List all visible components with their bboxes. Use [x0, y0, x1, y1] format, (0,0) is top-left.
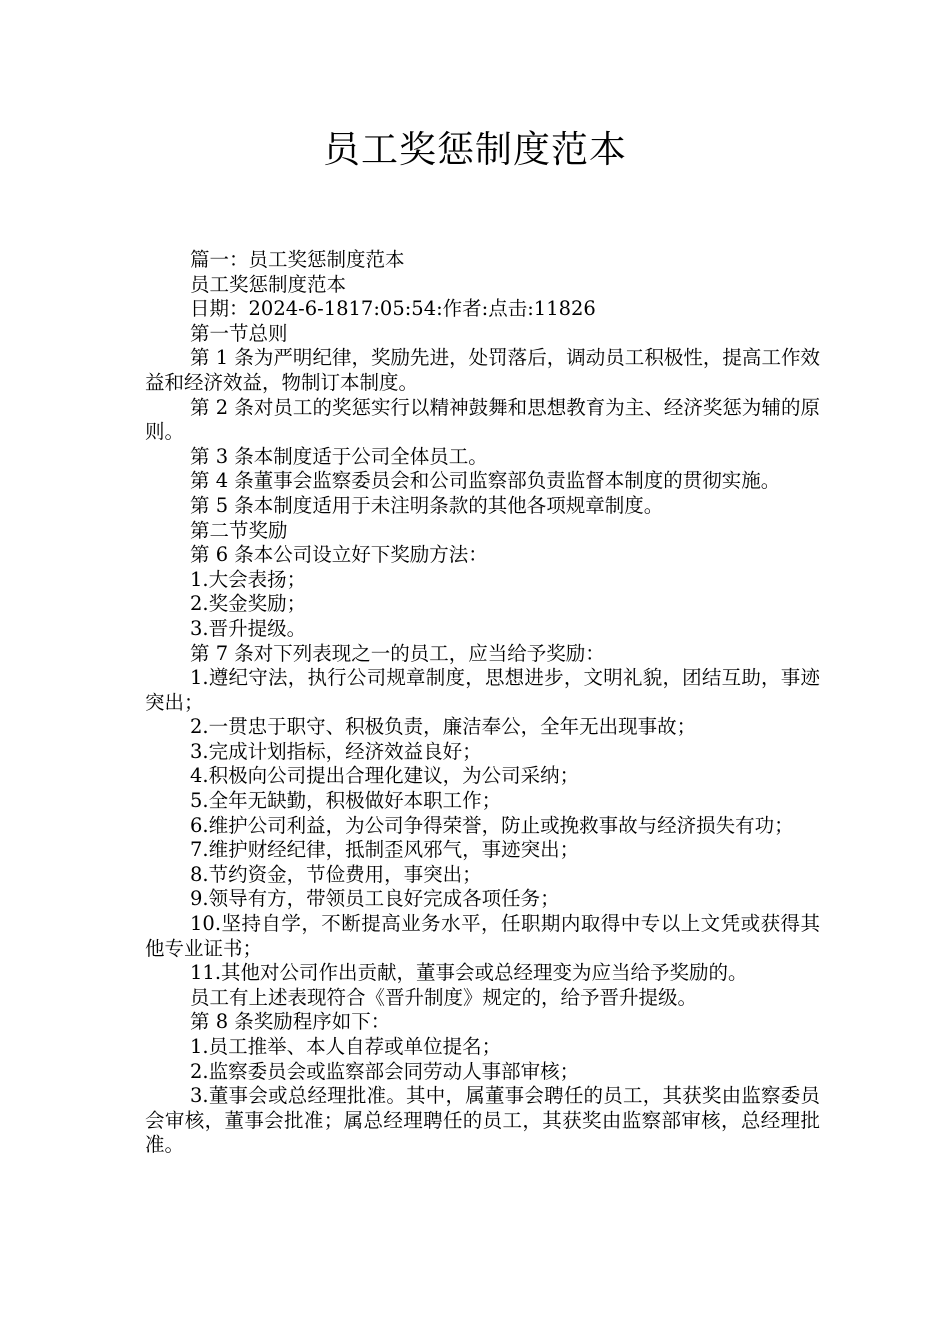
list-item: 1.员工推举、本人自荐或单位提名；	[190, 1035, 502, 1058]
paragraph: 第 3 条本制度适于公司全体员工。	[190, 444, 488, 468]
list-item: 9.领导有方，带领员工良好完成各项任务；	[190, 887, 560, 911]
list-item: 3.董事会或总经理批准。其中，属董事会聘任的员工，其获奖由监察委员会审核，董事会批准；属总经理聘任的员工，其获奖由监察部审核，总经理批准。	[145, 1084, 820, 1157]
list-item: 3.完成计划指标，经济效益良好；	[190, 739, 482, 763]
document-body	[145, 248, 820, 1158]
list-item: 1.遵纪守法，执行公司规章制度，思想进步，文明礼貌，团结互助，事迹突出；	[145, 666, 820, 714]
list-item: 7.维护财经纪律，抵制歪风邪气，事迹突出；	[190, 838, 580, 862]
list-item: 2.奖金奖励；	[190, 592, 307, 616]
list-item: 4.积极向公司提出合理化建议，为公司采纳；	[190, 764, 580, 788]
list-item: 11.其他对公司作出贡献，董事会或总经理变为应当给予奖励的。	[190, 961, 748, 985]
list-item: 2.一贯忠于职守、积极负责，廉洁奉公，全年无出现事故；	[190, 715, 697, 739]
list-item: 2.监察委员会或监察部会同劳动人事部审核；	[190, 1059, 580, 1083]
paragraph: 第 2 条对员工的奖惩实行以精神鼓舞和思想教育为主、经济奖惩为辅的原则。	[145, 395, 820, 444]
list-item: 6.维护公司利益，为公司争得荣誉，防止或挽救事故与经济损失有功；	[190, 813, 794, 837]
list-item: 5.全年无缺勤，积极做好本职工作；	[190, 789, 502, 813]
paragraph: 第 5 条本制度适用于未注明条款的其他各项规章制度。	[190, 493, 664, 517]
list-item: 1.大会表扬；	[190, 567, 307, 591]
list-item: 8.节约资金，节俭费用，事突出；	[190, 862, 482, 886]
paragraph: 员工有上述表现符合《晋升制度》规定的，给予晋升提级。	[190, 985, 698, 1009]
paragraph: 第 6 条本公司设立好下奖励方法：	[190, 543, 488, 567]
paragraph: 第 1 条为严明纪律，奖励先进，处罚落后，调动员工积极性，提高工作效益和经济效益，物制订本制度。	[145, 346, 820, 394]
section-heading: 第二节奖励	[190, 518, 288, 542]
list-item: 3.晋升提级。	[190, 616, 307, 640]
paragraph: 第 8 条奖励程序如下：	[190, 1010, 391, 1034]
paragraph: 员工奖惩制度范本	[190, 272, 347, 296]
paragraph: 日期：2024-6-1817:05:54:作者:点击:11826	[190, 297, 596, 321]
section-heading: 第一节总则	[190, 321, 288, 345]
document-title: 员工奖惩制度范本	[323, 128, 627, 171]
list-item: 10.坚持自学，不断提高业务水平，任职期内取得中专以上文凭或获得其他专业证书；	[145, 912, 820, 960]
paragraph: 篇一：员工奖惩制度范本	[190, 248, 405, 271]
paragraph: 第 7 条对下列表现之一的员工，应当给予奖励：	[190, 641, 605, 665]
paragraph: 第 4 条董事会监察委员会和公司监察部负责监督本制度的贯彻实施。	[190, 469, 781, 493]
